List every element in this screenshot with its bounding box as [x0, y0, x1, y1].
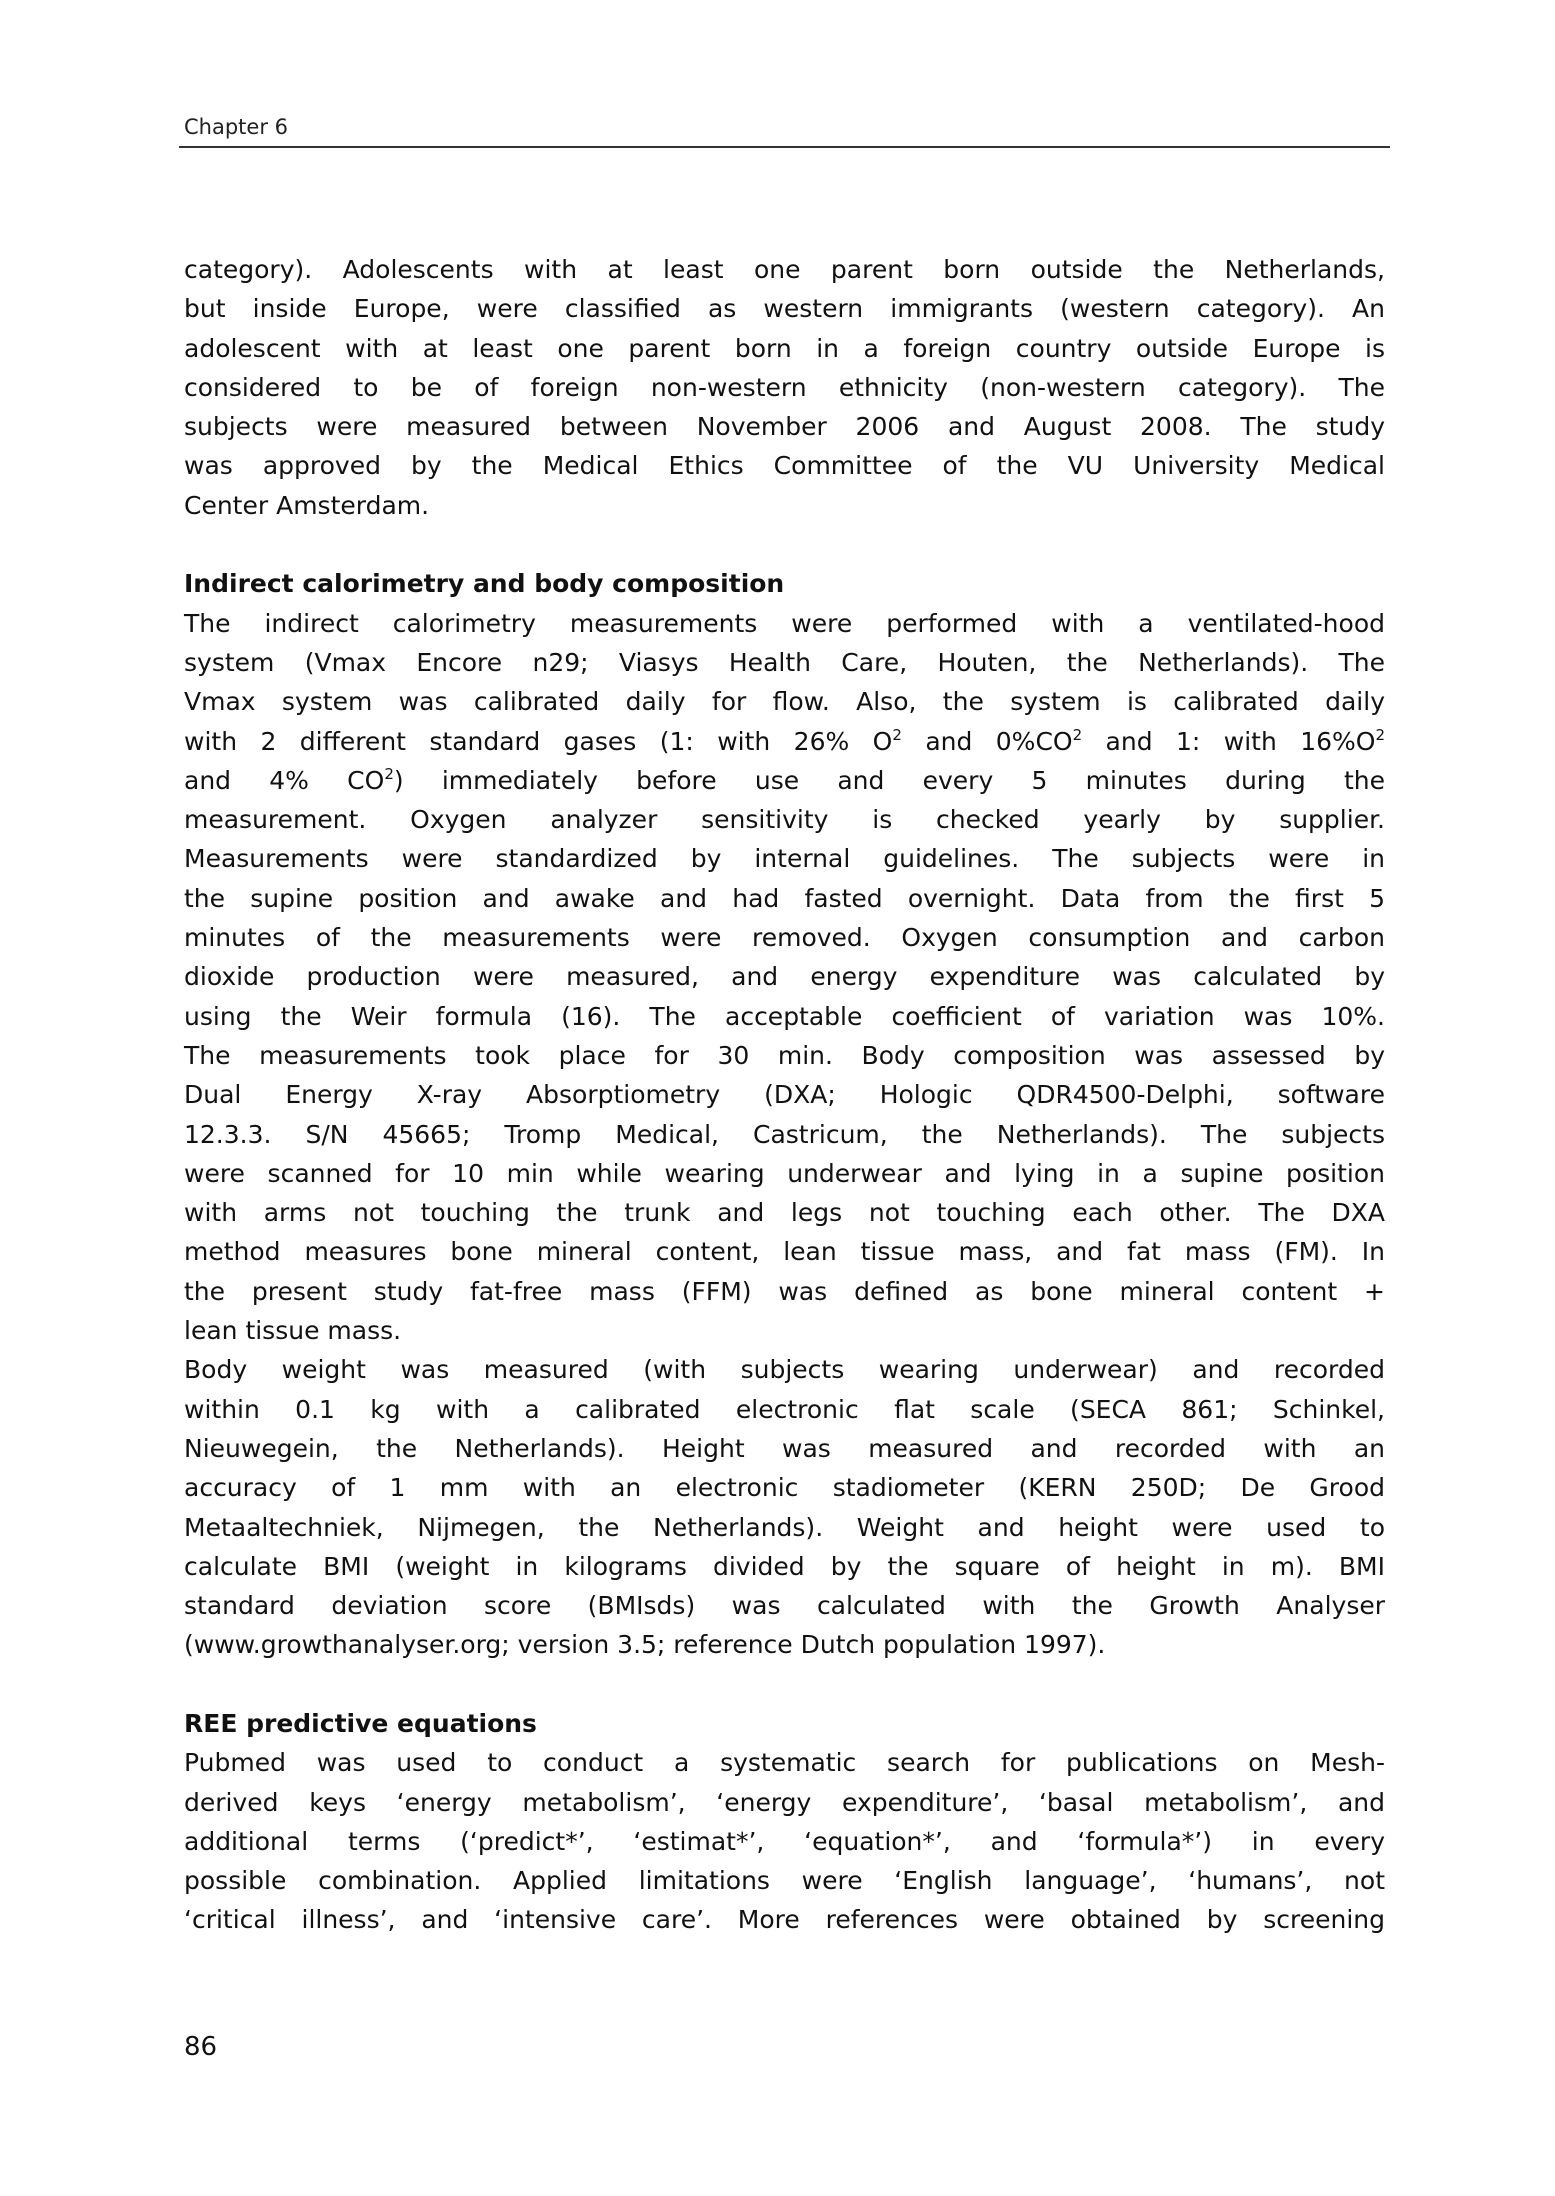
superscript: 2 — [384, 764, 394, 783]
header-rule — [179, 146, 1390, 148]
text-line: system (Vmax Encore n29; Viasys Health Care, Houten, the Netherlands). The — [184, 647, 1385, 677]
text-line — [184, 722, 1385, 761]
text-line: dioxide production were measured, and energy expenditure was calculated by — [184, 962, 1385, 992]
text-segment: ) immediately before use and every 5 minutes during the — [393, 765, 1385, 795]
blank-line — [184, 1665, 1385, 1704]
text-line: considered to be of foreign non-western ethnicity (non-western category). The — [184, 372, 1385, 402]
superscript: 2 — [1375, 725, 1385, 744]
superscript: 2 — [892, 725, 902, 744]
text-line: using the Weir formula (16). The acceptable coefficient of variation was 10%. — [184, 1001, 1385, 1031]
text-line: derived keys ‘energy metabolism’, ‘energy expenditure’, ‘basal metabolism’, and — [184, 1787, 1385, 1817]
text-line: method measures bone mineral content, lean tissue mass, and fat mass (FM). In — [184, 1237, 1385, 1267]
text-line: Dual Energy X-ray Absorptiometry (DXA; Hologic QDR4500-Delphi, software — [184, 1080, 1385, 1110]
text-line: category). Adolescents with at least one parent born outside the Netherlands, — [184, 255, 1385, 284]
body-text — [184, 250, 1385, 1940]
text-line: The indirect calorimetry measurements were performed with a ventilated-hood — [184, 608, 1385, 638]
text-line: within 0.1 kg with a calibrated electronic flat scale (SECA 861; Schinkel, — [184, 1394, 1385, 1424]
page-number: 86 — [184, 2032, 218, 2062]
text-line: but inside Europe, were classified as western immigrants (western category). An — [184, 294, 1385, 324]
text-line: the supine position and awake and had fasted overnight. Data from the first 5 — [184, 883, 1385, 913]
text-line: Vmax system was calibrated daily for flow. Also, the system is calibrated daily — [184, 687, 1385, 717]
text-line: were scanned for 10 min while wearing underwear and lying in a supine position — [184, 1158, 1385, 1188]
text-line: Measurements were standardized by internal guidelines. The subjects were in — [184, 844, 1385, 874]
text-line: accuracy of 1 mm with an electronic stadiometer (KERN 250D; De Grood — [184, 1473, 1385, 1503]
text-line: ‘critical illness’, and ‘intensive care’. More references were obtained by screening — [184, 1905, 1385, 1935]
text-line: lean tissue mass. — [184, 1316, 402, 1346]
text-line: Nieuwegein, the Netherlands). Height was measured and recorded with an — [184, 1433, 1385, 1463]
text-line: adolescent with at least one parent born in a foreign country outside Europe is — [184, 333, 1385, 363]
text-line: subjects were measured between November 2006 and August 2008. The study — [184, 412, 1385, 442]
text-segment: and 1: with 16%O — [1082, 726, 1376, 756]
text-line — [184, 761, 1385, 800]
text-line: The measurements took place for 30 min. Body composition was assessed by — [184, 1040, 1385, 1070]
text-line: possible combination. Applied limitations were ‘English language’, ‘humans’, not — [184, 1866, 1385, 1896]
text-line: standard deviation score (BMIsds) was calculated with the Growth Analyser — [184, 1591, 1385, 1621]
section-heading: REE predictive equations — [184, 1708, 537, 1738]
text-line: additional terms (‘predict*’, ‘estimat*’, ‘equation*’, and ‘formula*’) in every — [184, 1826, 1385, 1856]
text-segment: with 2 different standard gases (1: with 26% O — [184, 726, 893, 756]
text-line: measurement. Oxygen analyzer sensitivity is checked yearly by supplier. — [184, 805, 1385, 835]
text-line: Metaaltechniek, Nijmegen, the Netherlands). Weight and height were used to — [184, 1512, 1385, 1542]
blank-line — [184, 525, 1385, 564]
text-line: with arms not touching the trunk and legs not touching each other. The DXA — [184, 1198, 1385, 1228]
section-heading: Indirect calorimetry and body composition — [184, 569, 785, 599]
text-line: the present study fat-free mass (FFM) was defined as bone mineral content + — [184, 1276, 1385, 1306]
text-line: 12.3.3. S/N 45665; Tromp Medical, Castricum, the Netherlands). The subjects — [184, 1119, 1385, 1149]
text-segment: and 4% CO — [184, 765, 385, 795]
text-line: (www.growthanalyser.org; version 3.5; reference Dutch population 1997). — [184, 1630, 1106, 1660]
text-line: Pubmed was used to conduct a systematic search for publications on Mesh- — [184, 1748, 1385, 1778]
text-line: was approved by the Medical Ethics Committee of the VU University Medical — [184, 451, 1385, 481]
text-line: calculate BMI (weight in kilograms divided by the square of height in m). BMI — [184, 1551, 1385, 1581]
text-line: Center Amsterdam. — [184, 490, 430, 520]
text-line: minutes of the measurements were removed. Oxygen consumption and carbon — [184, 923, 1385, 953]
text-segment: and 0%CO — [901, 726, 1073, 756]
superscript: 2 — [1072, 725, 1083, 744]
running-head: Chapter 6 — [184, 115, 288, 139]
text-line: Body weight was measured (with subjects wearing underwear) and recorded — [184, 1355, 1385, 1385]
